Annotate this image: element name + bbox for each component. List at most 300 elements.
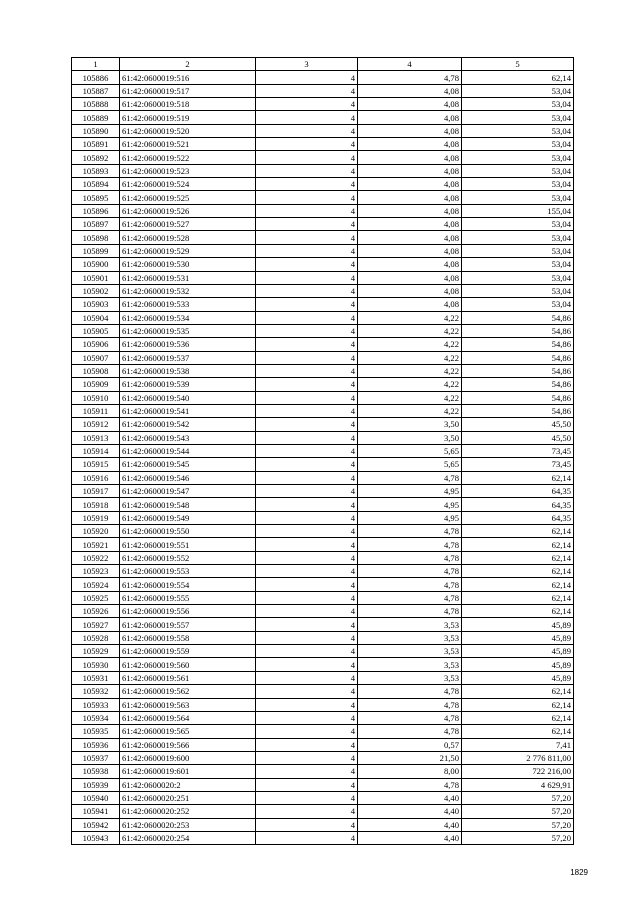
table-cell: 105923 — [72, 565, 120, 578]
table-row — [72, 831, 574, 844]
table-cell: 45,89 — [462, 658, 574, 671]
table-cell: 61:42:0600019:546 — [120, 471, 256, 484]
table-cell: 45,89 — [462, 618, 574, 631]
table-cell: 61:42:0600019:563 — [120, 698, 256, 711]
table-cell: 105917 — [72, 485, 120, 498]
table-cell: 4 — [256, 218, 358, 231]
table-cell: 105899 — [72, 244, 120, 257]
table-cell: 4,08 — [358, 204, 462, 217]
table-row — [72, 418, 574, 431]
table-header-row — [72, 58, 574, 71]
table-cell: 105891 — [72, 138, 120, 151]
table-cell: 45,50 — [462, 418, 574, 431]
table-cell: 105938 — [72, 765, 120, 778]
table-cell: 61:42:0600019:547 — [120, 485, 256, 498]
table-row — [72, 618, 574, 631]
table-cell: 105919 — [72, 511, 120, 524]
table-cell: 4 — [256, 444, 358, 457]
table-cell: 4 — [256, 685, 358, 698]
table-row — [72, 311, 574, 324]
table-row — [72, 431, 574, 444]
table-cell: 105909 — [72, 378, 120, 391]
table-cell: 105902 — [72, 284, 120, 297]
table-cell: 4,40 — [358, 805, 462, 818]
table-cell: 4,08 — [358, 218, 462, 231]
table-cell: 105895 — [72, 191, 120, 204]
table-cell: 61:42:0600019:521 — [120, 138, 256, 151]
table-cell: 4 — [256, 711, 358, 724]
table-row — [72, 298, 574, 311]
table-cell: 61:42:0600019:540 — [120, 391, 256, 404]
table-row — [72, 578, 574, 591]
table-cell: 61:42:0600019:531 — [120, 271, 256, 284]
table-cell: 4 — [256, 751, 358, 764]
table-cell: 4,08 — [358, 244, 462, 257]
table-cell: 61:42:0600019:558 — [120, 631, 256, 644]
table-row — [72, 231, 574, 244]
table-cell: 105893 — [72, 164, 120, 177]
data-table — [71, 57, 574, 845]
table-row — [72, 111, 574, 124]
table-cell: 105943 — [72, 831, 120, 844]
table-cell: 61:42:0600019:536 — [120, 338, 256, 351]
table-cell: 105889 — [72, 111, 120, 124]
table-cell: 105934 — [72, 711, 120, 724]
table-cell: 4 — [256, 791, 358, 804]
table-cell: 4,78 — [358, 778, 462, 791]
table-cell: 53,04 — [462, 84, 574, 97]
table-cell: 4,08 — [358, 138, 462, 151]
table-cell: 61:42:0600019:526 — [120, 204, 256, 217]
table-cell: 4,08 — [358, 98, 462, 111]
table-cell: 4 — [256, 324, 358, 337]
table-cell: 57,20 — [462, 805, 574, 818]
table-row — [72, 725, 574, 738]
table-cell: 61:42:0600019:551 — [120, 538, 256, 551]
table-cell: 4 — [256, 818, 358, 831]
table-cell: 105933 — [72, 698, 120, 711]
table-cell: 4 — [256, 338, 358, 351]
table-cell: 61:42:0600019:523 — [120, 164, 256, 177]
table-row — [72, 244, 574, 257]
table-row — [72, 751, 574, 764]
table-cell: 4 — [256, 404, 358, 417]
table-cell: 61:42:0600019:541 — [120, 404, 256, 417]
table-cell: 5,65 — [358, 458, 462, 471]
table-cell: 53,04 — [462, 124, 574, 137]
table-cell: 4 — [256, 151, 358, 164]
table-cell: 4,40 — [358, 831, 462, 844]
table-cell: 53,04 — [462, 138, 574, 151]
table-cell: 73,45 — [462, 458, 574, 471]
table-cell: 61:42:0600019:533 — [120, 298, 256, 311]
table-cell: 105932 — [72, 685, 120, 698]
table-row — [72, 71, 574, 84]
table-cell: 62,14 — [462, 605, 574, 618]
table-cell: 155,04 — [462, 204, 574, 217]
table-cell: 4,08 — [358, 191, 462, 204]
table-cell: 4,78 — [358, 471, 462, 484]
table-cell: 105939 — [72, 778, 120, 791]
table-cell: 61:42:0600019:535 — [120, 324, 256, 337]
table-cell: 61:42:0600019:528 — [120, 231, 256, 244]
table-cell: 4 — [256, 725, 358, 738]
column-header: 5 — [462, 58, 574, 71]
table-cell: 61:42:0600019:543 — [120, 431, 256, 444]
table-row — [72, 551, 574, 564]
table-cell: 61:42:0600019:530 — [120, 258, 256, 271]
table-cell: 53,04 — [462, 98, 574, 111]
table-cell: 62,14 — [462, 471, 574, 484]
table-cell: 4 629,91 — [462, 778, 574, 791]
table-row — [72, 538, 574, 551]
table-cell: 4 — [256, 698, 358, 711]
table-cell: 105892 — [72, 151, 120, 164]
table-row — [72, 591, 574, 604]
table-row — [72, 98, 574, 111]
table-cell: 4,78 — [358, 725, 462, 738]
table-row — [72, 84, 574, 97]
table-cell: 105921 — [72, 538, 120, 551]
table-cell: 54,86 — [462, 324, 574, 337]
table-cell: 105929 — [72, 645, 120, 658]
table-cell: 4,22 — [358, 391, 462, 404]
table-cell: 722 216,00 — [462, 765, 574, 778]
table-cell: 61:42:0600019:537 — [120, 351, 256, 364]
table-cell: 62,14 — [462, 578, 574, 591]
table-cell: 64,35 — [462, 498, 574, 511]
table-cell: 105918 — [72, 498, 120, 511]
table-cell: 61:42:0600019:516 — [120, 71, 256, 84]
table-body — [72, 71, 574, 845]
table-cell: 45,89 — [462, 631, 574, 644]
table-cell: 57,20 — [462, 831, 574, 844]
table-row — [72, 324, 574, 337]
table-cell: 4 — [256, 98, 358, 111]
table-cell: 53,04 — [462, 258, 574, 271]
table-cell: 53,04 — [462, 164, 574, 177]
table-cell: 4 — [256, 124, 358, 137]
table-row — [72, 511, 574, 524]
table-cell: 61:42:0600019:564 — [120, 711, 256, 724]
table-cell: 4 — [256, 591, 358, 604]
table-cell: 105913 — [72, 431, 120, 444]
table-cell: 61:42:0600019:560 — [120, 658, 256, 671]
table-cell: 105930 — [72, 658, 120, 671]
table-cell: 3,50 — [358, 418, 462, 431]
column-header: 2 — [120, 58, 256, 71]
table-row — [72, 711, 574, 724]
table-cell: 53,04 — [462, 178, 574, 191]
table-cell: 4 — [256, 551, 358, 564]
table-cell: 62,14 — [462, 551, 574, 564]
table-cell: 61:42:0600019:550 — [120, 525, 256, 538]
table-cell: 105928 — [72, 631, 120, 644]
table-cell: 61:42:0600019:532 — [120, 284, 256, 297]
table-cell: 4,22 — [358, 351, 462, 364]
table-cell: 4 — [256, 738, 358, 751]
table-cell: 4,95 — [358, 485, 462, 498]
table-row — [72, 458, 574, 471]
table-cell: 4 — [256, 605, 358, 618]
table-cell: 4 — [256, 831, 358, 844]
table-cell: 105903 — [72, 298, 120, 311]
table-cell: 62,14 — [462, 698, 574, 711]
table-row — [72, 178, 574, 191]
table-cell: 4,08 — [358, 84, 462, 97]
table-cell: 4,78 — [358, 551, 462, 564]
table-cell: 105906 — [72, 338, 120, 351]
table-cell: 61:42:0600020:251 — [120, 791, 256, 804]
table-cell: 4,78 — [358, 605, 462, 618]
table-cell: 61:42:0600019:552 — [120, 551, 256, 564]
table-cell: 61:42:0600019:518 — [120, 98, 256, 111]
table-cell: 64,35 — [462, 511, 574, 524]
table-cell: 61:42:0600019:525 — [120, 191, 256, 204]
table-cell: 105910 — [72, 391, 120, 404]
table-cell: 105940 — [72, 791, 120, 804]
table-cell: 4 — [256, 111, 358, 124]
table-cell: 4 — [256, 204, 358, 217]
table-cell: 45,89 — [462, 645, 574, 658]
table-row — [72, 444, 574, 457]
table-cell: 4,22 — [358, 324, 462, 337]
table-row — [72, 151, 574, 164]
table-cell: 105911 — [72, 404, 120, 417]
table-row — [72, 565, 574, 578]
table-cell: 3,53 — [358, 645, 462, 658]
table-cell: 4 — [256, 631, 358, 644]
table-cell: 105900 — [72, 258, 120, 271]
table-cell: 4 — [256, 498, 358, 511]
table-cell: 105931 — [72, 671, 120, 684]
table-row — [72, 124, 574, 137]
table-cell: 62,14 — [462, 525, 574, 538]
table-cell: 0,57 — [358, 738, 462, 751]
table-cell: 105920 — [72, 525, 120, 538]
table-cell: 61:42:0600019:549 — [120, 511, 256, 524]
table-row — [72, 645, 574, 658]
table-cell: 7,41 — [462, 738, 574, 751]
table-cell: 61:42:0600019:522 — [120, 151, 256, 164]
table-cell: 4,95 — [358, 511, 462, 524]
table-cell: 4,08 — [358, 271, 462, 284]
table-cell: 4 — [256, 778, 358, 791]
table-cell: 4,08 — [358, 231, 462, 244]
table-cell: 105912 — [72, 418, 120, 431]
table-cell: 62,14 — [462, 725, 574, 738]
table-row — [72, 818, 574, 831]
table-cell: 61:42:0600019:542 — [120, 418, 256, 431]
table-row — [72, 164, 574, 177]
table-cell: 61:42:0600020:252 — [120, 805, 256, 818]
table-cell: 105905 — [72, 324, 120, 337]
table-cell: 4,22 — [358, 364, 462, 377]
table-cell: 105907 — [72, 351, 120, 364]
column-header: 1 — [72, 58, 120, 71]
table-cell: 61:42:0600019:544 — [120, 444, 256, 457]
table-cell: 61:42:0600019:562 — [120, 685, 256, 698]
table-cell: 4 — [256, 258, 358, 271]
table-cell: 61:42:0600019:538 — [120, 364, 256, 377]
table-cell: 61:42:0600019:529 — [120, 244, 256, 257]
table-cell: 4,95 — [358, 498, 462, 511]
table-cell: 105901 — [72, 271, 120, 284]
table-cell: 4 — [256, 565, 358, 578]
table-cell: 54,86 — [462, 338, 574, 351]
table-cell: 45,50 — [462, 431, 574, 444]
table-row — [72, 765, 574, 778]
table-row — [72, 258, 574, 271]
table-cell: 4,08 — [358, 258, 462, 271]
table-cell: 61:42:0600019:556 — [120, 605, 256, 618]
table-cell: 4,78 — [358, 71, 462, 84]
table-cell: 105926 — [72, 605, 120, 618]
table-row — [72, 658, 574, 671]
table-cell: 4,78 — [358, 525, 462, 538]
table-cell: 3,53 — [358, 618, 462, 631]
table-cell: 53,04 — [462, 298, 574, 311]
table-cell: 4 — [256, 805, 358, 818]
table-cell: 105888 — [72, 98, 120, 111]
table-cell: 105941 — [72, 805, 120, 818]
table-cell: 105927 — [72, 618, 120, 631]
table-cell: 61:42:0600019:519 — [120, 111, 256, 124]
table-cell: 54,86 — [462, 364, 574, 377]
table-row — [72, 498, 574, 511]
table-cell: 61:42:0600019:559 — [120, 645, 256, 658]
table-row — [72, 218, 574, 231]
table-cell: 53,04 — [462, 244, 574, 257]
table-cell: 61:42:0600019:555 — [120, 591, 256, 604]
table-cell: 62,14 — [462, 565, 574, 578]
table-cell: 61:42:0600019:517 — [120, 84, 256, 97]
table-cell: 105897 — [72, 218, 120, 231]
table-cell: 54,86 — [462, 404, 574, 417]
table-cell: 62,14 — [462, 538, 574, 551]
table-cell: 61:42:0600019:565 — [120, 725, 256, 738]
table-row — [72, 485, 574, 498]
table-cell: 21,50 — [358, 751, 462, 764]
table-cell: 62,14 — [462, 685, 574, 698]
table-cell: 53,04 — [462, 218, 574, 231]
table-cell: 105896 — [72, 204, 120, 217]
table-cell: 61:42:0600019:600 — [120, 751, 256, 764]
table-cell: 4,22 — [358, 311, 462, 324]
table-cell: 4 — [256, 418, 358, 431]
table-cell: 53,04 — [462, 111, 574, 124]
table-cell: 61:42:0600020:253 — [120, 818, 256, 831]
table-cell: 105898 — [72, 231, 120, 244]
table-cell: 105894 — [72, 178, 120, 191]
table-cell: 105914 — [72, 444, 120, 457]
table-cell: 73,45 — [462, 444, 574, 457]
table-cell: 4 — [256, 391, 358, 404]
table-cell: 4 — [256, 284, 358, 297]
table-cell: 57,20 — [462, 818, 574, 831]
table-cell: 53,04 — [462, 151, 574, 164]
table-cell: 53,04 — [462, 284, 574, 297]
table-cell: 4 — [256, 191, 358, 204]
table-row — [72, 351, 574, 364]
table-row — [72, 404, 574, 417]
table-cell: 45,89 — [462, 671, 574, 684]
table-cell: 61:42:0600019:534 — [120, 311, 256, 324]
table-cell: 64,35 — [462, 485, 574, 498]
table-cell: 54,86 — [462, 351, 574, 364]
table-cell: 4 — [256, 471, 358, 484]
table-row — [72, 671, 574, 684]
column-header: 4 — [358, 58, 462, 71]
table-cell: 4 — [256, 485, 358, 498]
table-cell: 105936 — [72, 738, 120, 751]
table-row — [72, 191, 574, 204]
table-cell: 4,22 — [358, 404, 462, 417]
table-cell: 61:42:0600019:527 — [120, 218, 256, 231]
table-cell: 4,78 — [358, 591, 462, 604]
table-cell: 62,14 — [462, 711, 574, 724]
table-row — [72, 525, 574, 538]
table-row — [72, 631, 574, 644]
table-row — [72, 471, 574, 484]
table-cell: 4,22 — [358, 338, 462, 351]
table-cell: 105935 — [72, 725, 120, 738]
table-cell: 61:42:0600020:254 — [120, 831, 256, 844]
table-row — [72, 791, 574, 804]
table-row — [72, 685, 574, 698]
table-row — [72, 138, 574, 151]
table-cell: 3,53 — [358, 631, 462, 644]
table-cell: 61:42:0600019:539 — [120, 378, 256, 391]
table-cell: 105887 — [72, 84, 120, 97]
table-cell: 4,78 — [358, 578, 462, 591]
table-cell: 4 — [256, 84, 358, 97]
table-cell: 4,78 — [358, 685, 462, 698]
table-cell: 62,14 — [462, 591, 574, 604]
table-cell: 4,08 — [358, 151, 462, 164]
page-number: 1829 — [570, 868, 588, 877]
table-row — [72, 204, 574, 217]
table-cell: 4 — [256, 178, 358, 191]
table-cell: 4 — [256, 164, 358, 177]
table-cell: 61:42:0600019:561 — [120, 671, 256, 684]
table-cell: 61:42:0600019:554 — [120, 578, 256, 591]
table-cell: 61:42:0600019:548 — [120, 498, 256, 511]
table-cell: 4 — [256, 231, 358, 244]
table-row — [72, 391, 574, 404]
table-cell: 2 776 811,00 — [462, 751, 574, 764]
table-row — [72, 284, 574, 297]
table-row — [72, 738, 574, 751]
table-cell: 4 — [256, 765, 358, 778]
table-cell: 105937 — [72, 751, 120, 764]
table-cell: 62,14 — [462, 71, 574, 84]
table-cell: 4 — [256, 458, 358, 471]
table-cell: 4 — [256, 525, 358, 538]
table-cell: 4 — [256, 298, 358, 311]
table-cell: 4 — [256, 511, 358, 524]
table-row — [72, 364, 574, 377]
table-cell: 54,86 — [462, 391, 574, 404]
table-cell: 54,86 — [462, 378, 574, 391]
table-cell: 4,08 — [358, 164, 462, 177]
table-cell: 105924 — [72, 578, 120, 591]
table-cell: 61:42:0600019:524 — [120, 178, 256, 191]
table-cell: 4 — [256, 645, 358, 658]
table-cell: 105886 — [72, 71, 120, 84]
table-cell: 61:42:0600019:557 — [120, 618, 256, 631]
table-cell: 61:42:0600019:545 — [120, 458, 256, 471]
